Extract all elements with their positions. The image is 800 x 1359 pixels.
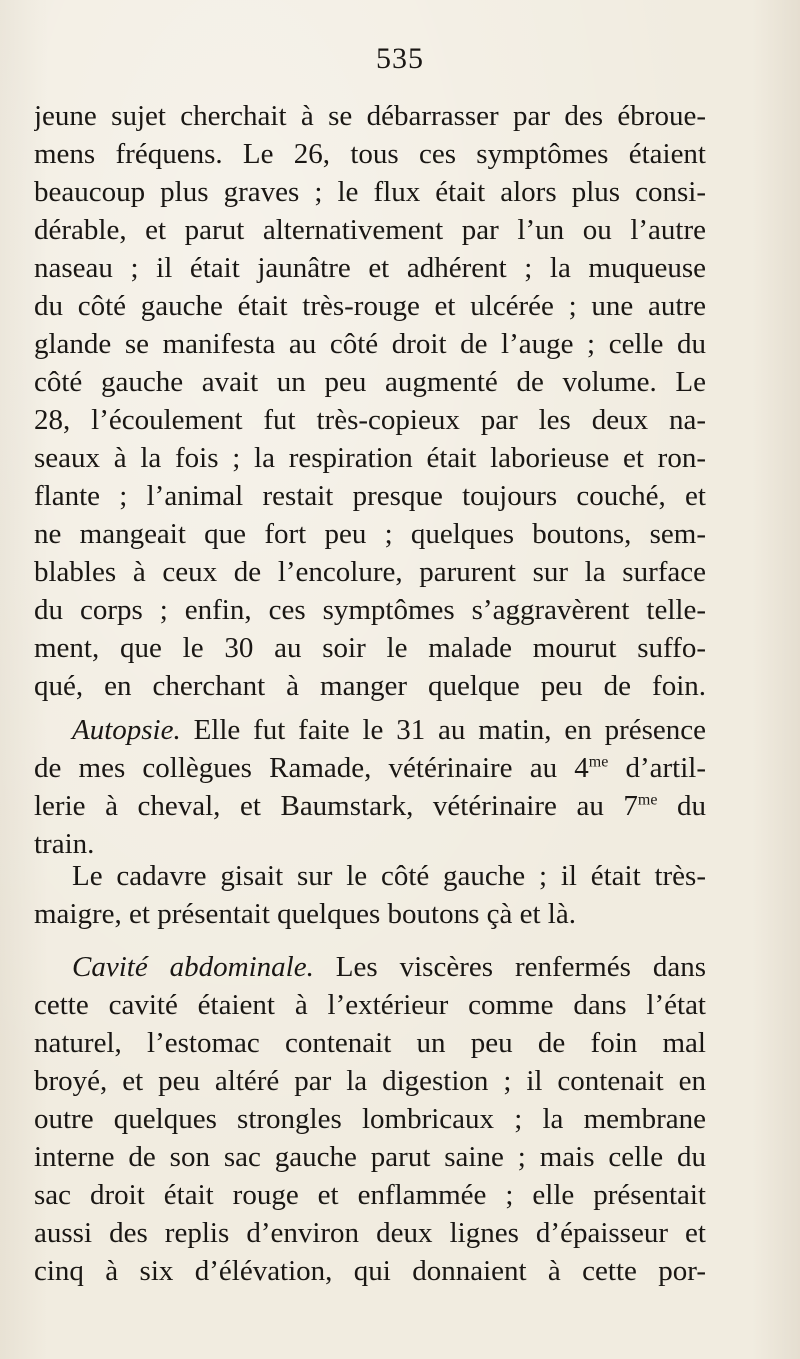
text-line: mens fréquens. Le 26, tous ces symptômes étaient	[34, 138, 706, 170]
text-line: maigre, et présentait quelques boutons çà et là.	[34, 898, 576, 930]
text-span: du	[657, 790, 706, 822]
text-line: broyé, et peu altéré par la digestion ; il contenait en	[34, 1065, 706, 1097]
superscript: me	[637, 791, 658, 809]
text-line: naseau ; il était jaunâtre et adhérent ; la muqueuse	[34, 252, 706, 284]
text-line: jeune sujet cherchait à se débarrasser par des ébroue-	[34, 100, 706, 132]
paragraph-autopsie	[34, 711, 706, 863]
text-span: lerie à cheval, et Baumstark, vétérinaire au 7	[34, 790, 638, 822]
text-line: ment, que le 30 au soir le malade mourut suffo-	[34, 632, 706, 664]
text-line: côté gauche avait un peu augmenté de volume. Le	[34, 366, 706, 398]
text-line: flante ; l’animal restait presque toujours couché, et	[34, 480, 706, 512]
text-line: blables à ceux de l’encolure, parurent sur la surface	[34, 556, 706, 588]
text-line: interne de son sac gauche parut saine ; mais celle du	[34, 1141, 706, 1173]
section-heading: Autopsie.	[72, 714, 181, 746]
text-line: glande se manifesta au côté droit de l’auge ; celle du	[34, 328, 706, 360]
text-span: Elle fut faite le 31 au matin, en présence	[180, 714, 706, 746]
text-line: aussi des replis d’environ deux lignes d’épaisseur et	[34, 1217, 706, 1249]
text-line	[34, 948, 706, 986]
text-line: cette cavité étaient à l’extérieur comme dans l’état	[34, 989, 706, 1021]
paragraph-cavite-abdominale	[34, 948, 706, 1290]
text-line: ne mangeait que fort peu ; quelques boutons, sem-	[34, 518, 706, 550]
text-span: Les viscères renfermés dans	[313, 951, 706, 983]
page-number: 535	[376, 42, 424, 75]
text-line: cinq à six d’élévation, qui donnaient à cette por-	[34, 1255, 706, 1287]
text-line	[34, 787, 706, 825]
text-line	[34, 749, 706, 787]
text-line: du côté gauche était très-rouge et ulcérée ; une autre	[34, 290, 706, 322]
text-line: 28, l’écoulement fut très-copieux par les deux na-	[34, 404, 706, 436]
text-span: d’artil-	[608, 752, 706, 784]
text-line: naturel, l’estomac contenait un peu de foin mal	[34, 1027, 706, 1059]
text-line: dérable, et parut alternativement par l’un ou l’autre	[34, 214, 706, 246]
paragraph-continued	[34, 97, 706, 705]
text-line	[34, 711, 706, 749]
section-heading: Cavité abdominale.	[72, 951, 314, 983]
text-line: sac droit était rouge et enflammée ; elle présentait	[34, 1179, 706, 1211]
text-line: seaux à la fois ; la respiration était laborieuse et ron-	[34, 442, 706, 474]
text-line: qué, en cherchant à manger quelque peu de foin.	[34, 670, 706, 702]
superscript: me	[588, 753, 609, 771]
text-line: Le cadavre gisait sur le côté gauche ; il était très-	[72, 860, 706, 892]
text-line: train.	[34, 828, 95, 860]
text-span: de mes collègues Ramade, vétérinaire au 4	[34, 752, 589, 784]
text-line: beaucoup plus graves ; le flux était alors plus consi-	[34, 176, 706, 208]
text-line: du corps ; enfin, ces symptômes s’aggravèrent telle-	[34, 594, 706, 626]
text-line: outre quelques strongles lombricaux ; la membrane	[34, 1103, 706, 1135]
paragraph-cadavre	[34, 857, 706, 933]
